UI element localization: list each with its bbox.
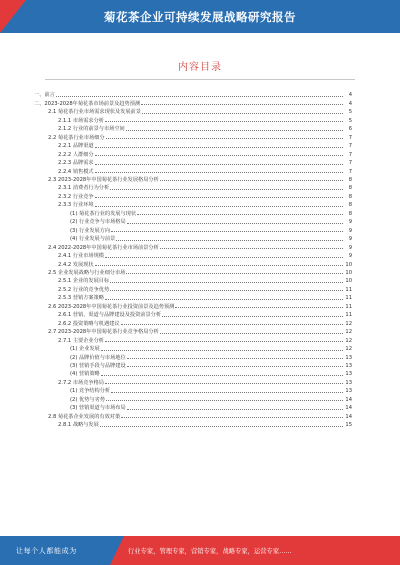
toc-entry-text: 2.5 企业发展战略与行业细分市场 (48, 269, 126, 276)
toc-entry-page: 12 (345, 329, 352, 336)
toc-entry-page: 14 (345, 405, 352, 412)
toc-entry-text: 2.2.3 品牌需求 (58, 160, 94, 167)
toc-entry-text: 2.3.3 行业环境 (58, 202, 94, 209)
toc-entry-page: 9 (348, 253, 352, 260)
toc-leader-dots (175, 307, 343, 308)
page-header (0, 0, 400, 33)
toc-entry-page: 7 (348, 160, 352, 167)
toc-entry-page: 4 (348, 92, 352, 99)
toc-entry[interactable] (34, 403, 352, 411)
toc-leader-dots (101, 375, 343, 376)
toc-leader-dots (106, 138, 343, 139)
toc-divider (45, 79, 355, 80)
toc-leader-dots (95, 206, 343, 207)
toc-entry[interactable] (34, 175, 352, 183)
toc-entry-page: 8 (348, 185, 352, 192)
toc-entry[interactable] (34, 200, 352, 208)
toc-entry-page: 14 (345, 396, 352, 403)
toc-entry-page: 11 (345, 312, 352, 319)
toc-entry-page: 13 (345, 354, 352, 361)
toc-leader-dots (142, 113, 343, 114)
toc-leader-dots (141, 104, 343, 105)
toc-leader-dots (137, 214, 343, 215)
toc-entry[interactable] (34, 242, 352, 250)
toc-entry[interactable] (34, 251, 352, 259)
toc-entry-text: 2.3 2023-2028年中国菊花茶行业发展格局分析 (48, 176, 159, 183)
toc-entry-page: 9 (348, 236, 352, 243)
toc-entry[interactable] (34, 225, 352, 233)
toc-leader-dots (121, 417, 343, 418)
toc-entry-page: 13 (345, 371, 352, 378)
toc-entry-page: 8 (348, 202, 352, 209)
toc-entry-page: 4 (348, 100, 352, 107)
toc-entry-text: 2.6.1 营销、渠道与品牌建设及投资前景分析 (58, 312, 162, 319)
toc-entry-page: 15 (345, 422, 352, 429)
toc-entry-text: 2.4.1 行业市场规模 (58, 253, 104, 260)
toc-entry-page: 9 (348, 227, 352, 234)
toc-leader-dots (127, 223, 343, 224)
toc-entry[interactable] (34, 361, 352, 369)
footer-tagline: 让每个人都能成为 (16, 546, 77, 555)
toc-entry[interactable] (34, 386, 352, 394)
toc-entry-text: (4) 营销策略 (70, 371, 100, 378)
toc-entry-text: 2.7.1 主要企业分析 (58, 337, 104, 344)
toc-entry-page: 11 (345, 303, 352, 310)
toc-entry-text: (2) 行业竞争与市场格局 (70, 219, 126, 226)
toc-entry-text: 2.2.2 人群细分 (58, 151, 94, 158)
toc-entry-page: 11 (345, 286, 352, 293)
toc-leader-dots (127, 409, 343, 410)
toc-entry-page: 7 (348, 134, 352, 141)
toc-entry[interactable] (34, 394, 352, 402)
toc-entry[interactable] (34, 208, 352, 216)
toc-leader-dots (95, 172, 343, 173)
toc-entry[interactable] (34, 149, 352, 157)
toc-leader-dots (105, 257, 343, 258)
toc-entry-page: 7 (348, 143, 352, 150)
toc-leader-dots (95, 265, 343, 266)
toc-entry[interactable] (34, 124, 352, 132)
toc-entry[interactable] (34, 411, 352, 419)
toc-leader-dots (100, 426, 343, 427)
toc-entry-page: 13 (345, 362, 352, 369)
toc-entry-page: 8 (348, 210, 352, 217)
toc-entry[interactable] (34, 98, 352, 106)
toc-entry-page: 13 (345, 388, 352, 395)
toc-leader-dots (126, 130, 343, 131)
toc-leader-dots (105, 121, 343, 122)
toc-entry-page: 7 (348, 151, 352, 158)
toc-entry-text: 2.3.1 消费者行为分析 (58, 185, 110, 192)
toc-entry[interactable] (34, 268, 352, 276)
toc-entry-page: 10 (345, 261, 352, 268)
toc-entry-page: 11 (345, 295, 352, 302)
toc-entry[interactable] (34, 132, 352, 140)
table-of-contents (34, 90, 352, 428)
header-red-corner (0, 0, 26, 33)
toc-entry[interactable] (34, 90, 352, 98)
toc-entry-text: 2.7 2023-2028年中国菊花茶行业竞争格局分析 (48, 329, 159, 336)
toc-entry-text: 2.1.2 行业的前景与市场空间 (58, 126, 125, 133)
toc-entry[interactable] (34, 183, 352, 191)
toc-entry[interactable] (34, 276, 352, 284)
toc-entry-text: 2.5.1 企业的发展目标 (58, 278, 110, 285)
toc-leader-dots (105, 299, 343, 300)
toc-leader-dots (101, 350, 343, 351)
toc-entry-text: 2.2.1 品牌渠道 (58, 143, 94, 150)
toc-leader-dots (160, 248, 343, 249)
toc-leader-dots (56, 96, 343, 97)
toc-entry-text: (1) 菊花茶行业的发展与现状 (70, 210, 137, 217)
toc-entry-text: (2) 优势与劣势 (70, 396, 105, 403)
toc-entry-text: (3) 营销手段与品牌建设 (70, 362, 126, 369)
toc-entry[interactable] (34, 301, 352, 309)
toc-leader-dots (105, 383, 343, 384)
toc-entry-text: 二、2023-2028年菊花茶市场前景及趋势预测 (34, 100, 141, 107)
toc-leader-dots (95, 197, 343, 198)
toc-entry-page: 5 (348, 109, 352, 116)
toc-title: 内容目录 (178, 62, 222, 73)
toc-entry-text: 一、前言 (34, 92, 55, 99)
toc-leader-dots (95, 147, 343, 148)
toc-entry-page: 5 (348, 117, 352, 124)
toc-entry-text: (3) 营销渠道与市场布局 (70, 405, 126, 412)
toc-leader-dots (126, 273, 343, 274)
toc-entry[interactable] (34, 217, 352, 225)
toc-entry-text: 2.2.4 销售模式 (58, 168, 94, 175)
toc-leader-dots (160, 180, 343, 181)
toc-entry-text: 2.5.3 营销方案策略 (58, 295, 104, 302)
toc-entry-text: 2.8.1 战略与发展 (58, 422, 99, 429)
toc-entry-text: 2.8 菊花茶企业发展的有效对策 (48, 413, 121, 420)
toc-entry[interactable] (34, 293, 352, 301)
toc-entry[interactable] (34, 377, 352, 385)
toc-entry-page: 6 (348, 126, 352, 133)
toc-entry-text: 2.6 2023-2028年中国菊花茶行业投资前景及趋势预测 (48, 303, 175, 310)
toc-entry-page: 12 (345, 346, 352, 353)
toc-leader-dots (127, 366, 343, 367)
toc-entry[interactable] (34, 166, 352, 174)
toc-leader-dots (121, 324, 343, 325)
toc-leader-dots (162, 316, 343, 317)
toc-entry[interactable] (34, 284, 352, 292)
toc-entry-text: 2.5.2 行业的竞争优势 (58, 286, 110, 293)
toc-entry[interactable] (34, 115, 352, 123)
toc-leader-dots (127, 358, 343, 359)
toc-leader-dots (110, 290, 343, 291)
page-footer (0, 536, 400, 565)
toc-leader-dots (111, 231, 343, 232)
toc-entry-text: (1) 企业发展 (70, 346, 100, 353)
toc-entry[interactable] (34, 327, 352, 335)
toc-entry-page: 12 (345, 320, 352, 327)
toc-entry[interactable] (34, 141, 352, 149)
toc-leader-dots (160, 333, 343, 334)
toc-leader-dots (105, 341, 343, 342)
toc-leader-dots (106, 400, 343, 401)
toc-entry-page: 9 (348, 219, 352, 226)
toc-entry-page: 14 (345, 413, 352, 420)
toc-leader-dots (110, 189, 343, 190)
toc-leader-dots (111, 392, 343, 393)
toc-entry-text: 2.4 2022-2028年中国菊花茶行业市场前景分析 (48, 244, 159, 251)
toc-entry-text: 2.4.2 发展现状 (58, 261, 94, 268)
toc-entry-text: (1) 竞争结构分析 (70, 388, 111, 395)
toc-entry[interactable] (34, 310, 352, 318)
toc-entry-text: (4) 行业发展与前景 (70, 236, 116, 243)
toc-entry-text: 2.7.2 市场竞争格局 (58, 379, 104, 386)
toc-entry[interactable] (34, 259, 352, 267)
toc-entry[interactable] (34, 352, 352, 360)
toc-entry[interactable] (34, 158, 352, 166)
toc-entry-page: 8 (348, 193, 352, 200)
toc-entry-page: 9 (348, 244, 352, 251)
toc-entry[interactable] (34, 234, 352, 242)
toc-entry-page: 10 (345, 278, 352, 285)
toc-leader-dots (95, 164, 343, 165)
toc-entry-page: 8 (348, 176, 352, 183)
toc-entry[interactable] (34, 191, 352, 199)
toc-entry[interactable] (34, 369, 352, 377)
footer-roles: 行业专家，管理专家，营销专家，战略专家，运营专家…… (128, 548, 292, 555)
toc-entry-text: 2.2 菊花茶行业市场细分 (48, 134, 105, 141)
footer-red-wedge (110, 536, 124, 565)
toc-entry[interactable] (34, 318, 352, 326)
toc-entry-text: 2.6.2 投资策略与机遇建议 (58, 320, 120, 327)
toc-entry-text: 2.1 菊花茶行业市场需求现状及发展前景 (48, 109, 141, 116)
toc-entry-page: 12 (345, 337, 352, 344)
toc-leader-dots (95, 155, 343, 156)
toc-entry[interactable] (34, 420, 352, 428)
toc-entry-text: 2.3.2 行业竞争 (58, 193, 94, 200)
toc-entry-page: 13 (345, 379, 352, 386)
report-title: 菊花茶企业可持续发展战略研究报告 (104, 9, 296, 24)
toc-entry[interactable] (34, 107, 352, 115)
toc-entry-page: 10 (345, 269, 352, 276)
toc-entry-text: (3) 行业发展方向 (70, 227, 111, 234)
toc-entry-text: (2) 品牌价值与市场地位 (70, 354, 126, 361)
toc-entry[interactable] (34, 335, 352, 343)
toc-leader-dots (116, 240, 343, 241)
toc-entry-page: 7 (348, 168, 352, 175)
toc-entry-text: 2.1.1 市场需求分析 (58, 117, 104, 124)
toc-leader-dots (110, 282, 343, 283)
toc-entry[interactable] (34, 344, 352, 352)
